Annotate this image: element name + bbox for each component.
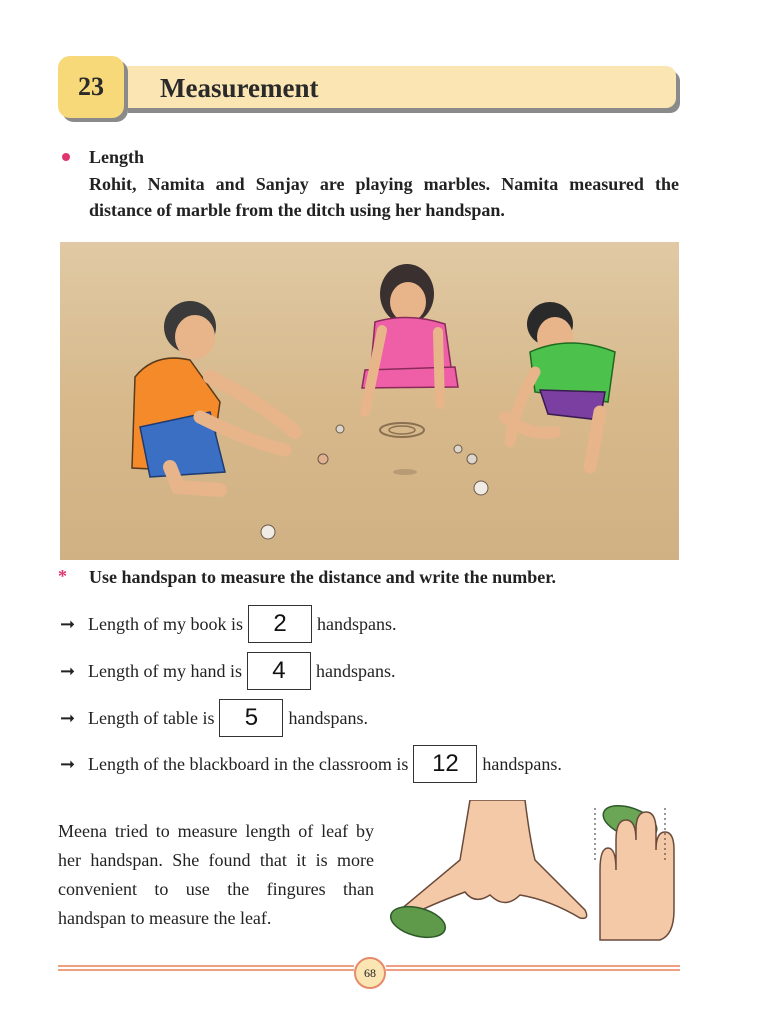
measure-row-label: Length of the blackboard in the classroom is [88,753,409,774]
answer-box[interactable]: 12 [413,745,477,783]
page-number: 68 [364,966,376,980]
bullet-icon [62,153,70,161]
answer-box[interactable]: 4 [247,652,311,690]
measure-row-label: Length of my book is [88,613,243,634]
footer-divider [386,964,680,974]
measure-row [60,699,368,737]
arrow-right-icon: ➞ [60,660,76,681]
chapter-number: 23 [78,72,104,101]
activity-instruction: Use handspan to measure the distance and write the number. [89,567,557,587]
measure-row-label: Length of my hand is [88,660,242,681]
answer-box[interactable]: 5 [219,699,283,737]
star-marker: * [58,566,67,586]
arrow-right-icon: ➞ [60,753,76,774]
measure-row-unit: handspans. [317,613,397,634]
measure-row-unit: handspans. [315,660,396,681]
measure-row-unit: handspans. [288,707,368,728]
marbles-illustration [60,242,679,560]
arrow-right-icon: ➞ [60,613,76,634]
measure-row [60,745,562,783]
measure-row [60,605,397,643]
section-heading: Length [89,147,145,167]
arrow-right-icon: ➞ [60,707,76,728]
intro-paragraph: Rohit, Namita and Sanjay are playing marbles. Namita measured the distance of marble from the ditch using her handspan. [89,174,679,220]
measure-row [60,652,395,690]
hand-handspan-icon [398,800,586,918]
footer-divider [58,964,354,974]
meena-paragraph: Meena tried to measure length of leaf by her handspan. She found that it is more convenient to use the fingures than handspan to measure the leaf. [58,821,374,928]
chapter-title: Measurement [160,73,319,103]
measure-row-label: Length of table is [88,707,215,728]
answer-box[interactable]: 2 [248,605,312,643]
hand-fingers-icon [595,808,674,940]
measure-row-unit: handspans. [482,753,562,774]
hands-illustration [390,800,690,950]
